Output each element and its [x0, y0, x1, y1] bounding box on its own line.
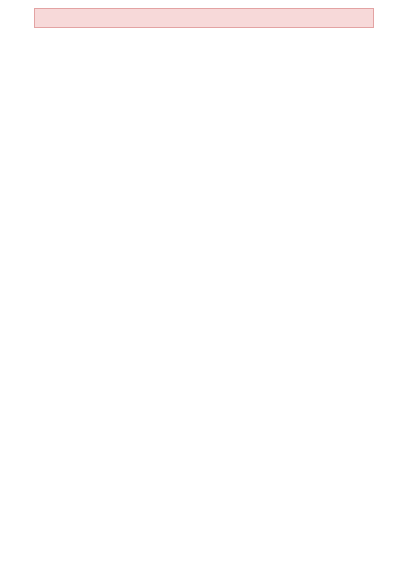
section-2-paragraph-1 — [22, 484, 386, 524]
section-1-paragraph-1 — [22, 192, 386, 220]
intro-paragraph — [22, 88, 386, 168]
footer-bar — [0, 556, 408, 580]
promo-banner[interactable] — [34, 8, 374, 28]
